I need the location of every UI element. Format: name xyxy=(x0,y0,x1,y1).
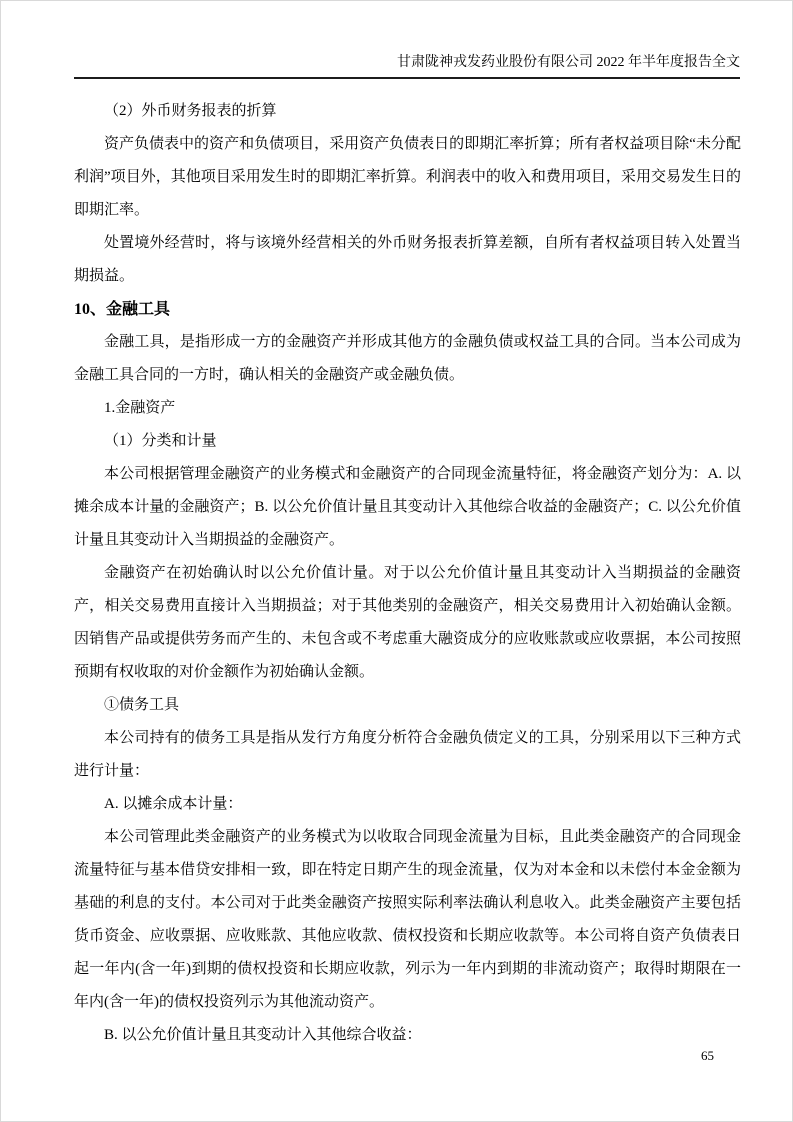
page-footer xyxy=(701,1049,714,1063)
header-title: 甘肃陇神戎发药业股份有限公司 2022 年半年度报告全文 xyxy=(397,55,740,70)
paragraph-asset-classification: 本公司根据管理金融资产的业务模式和金融资产的合同现金流量特征，将金融资产划分为：A. 以摊余成本计量的金融资产；B. 以公允价值计量且其变动计入其他综合收益的金融资产；C. 以公允价值计量且其变动计入当期损益的金融资产。 xyxy=(74,466,741,548)
paragraph-amortized-cost-detail: 本公司管理此类金融资产的业务模式为以收取合同现金流量为目标，且此类金融资产的合同现金流量特征与基本借贷安排相一致，即在特定日期产生的现金流量，仅为对本金和以未偿付本金金额为基础的利息的支付。本公司对于此类金融资产按照实际利率法确认利息收入。此类金融资产主要包括货币资金、应收票据、应收账款、其他应收款、债权投资和长期应收款等。本公司将自资产负债表日起一年内(含一年)到期的债权投资和长期应收款，列示为一年内到期的非流动资产；取得时期限在一年内(含一年)的债权投资列示为其他流动资产。 xyxy=(74,829,741,1010)
subheading-classification-measurement: （1）分类和计量 xyxy=(104,433,217,449)
subheading-fvoci: B. 以公允价值计量且其变动计入其他综合收益： xyxy=(104,1027,422,1043)
paragraph-debt-instruments-definition: 本公司持有的债务工具是指从发行方角度分析符合金融负债定义的工具，分别采用以下三种方式进行计量： xyxy=(74,730,741,779)
paragraph-initial-recognition: 金融资产在初始确认时以公允价值计量。对于以公允价值计量且其变动计入当期损益的金融资产，相关交易费用直接计入当期损益；对于其他类别的金融资产，相关交易费用计入初始确认金额。因销售产品或提供劳务而产生的、未包含或不考虑重大融资成分的应收账款或应收票据，本公司按照预期有权收取的对价金额作为初始确认金额。 xyxy=(74,565,741,680)
paragraph-disposal-overseas-operation: 处置境外经营时，将与该境外经营相关的外币财务报表折算差额，自所有者权益项目转入处置当期损益。 xyxy=(74,235,741,284)
document-body xyxy=(74,95,741,1052)
paragraph-balance-sheet-translation: 资产负债表中的资产和负债项目，采用资产负债表日的即期汇率折算；所有者权益项目除“未分配利润”项目外，其他项目采用发生时的即期汇率折算。利润表中的收入和费用项目，采用交易发生日的即期汇率。 xyxy=(74,136,741,218)
section-heading-financial-instruments: 10、金融工具 xyxy=(74,301,171,318)
page-header xyxy=(74,53,740,79)
subheading-financial-assets: 1.金融资产 xyxy=(104,400,176,416)
page-number: 65 xyxy=(701,1048,714,1063)
subheading-debt-instruments: ①债务工具 xyxy=(104,697,180,713)
subheading-foreign-currency-translation: （2）外币财务报表的折算 xyxy=(104,103,277,119)
subheading-amortized-cost: A. 以摊余成本计量： xyxy=(104,796,243,812)
paragraph-financial-instruments-definition: 金融工具，是指形成一方的金融资产并形成其他方的金融负债或权益工具的合同。当本公司成为金融工具合同的一方时，确认相关的金融资产或金融负债。 xyxy=(74,334,741,383)
